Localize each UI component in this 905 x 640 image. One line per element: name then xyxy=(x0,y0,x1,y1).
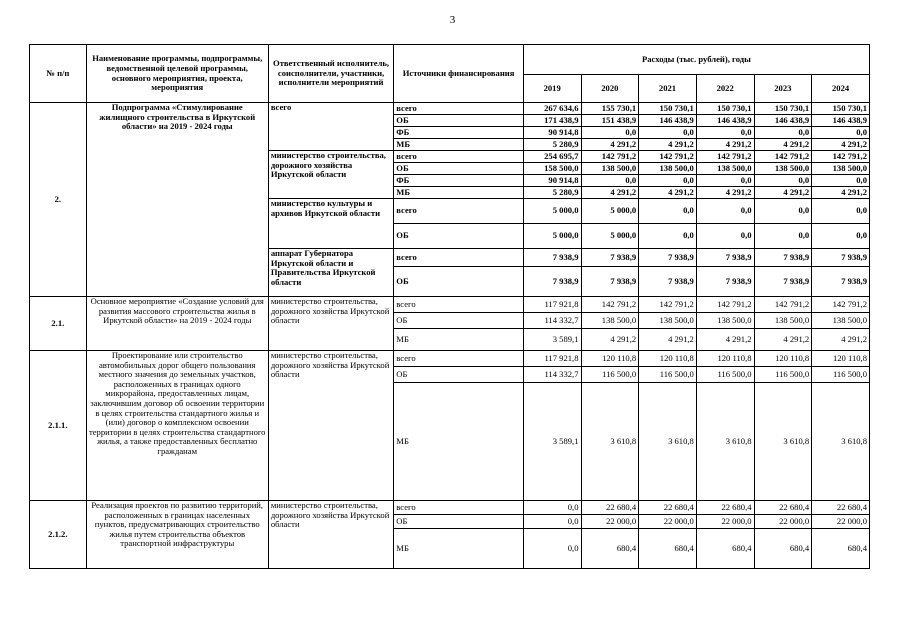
expense-value: 142 791,2 xyxy=(754,297,812,313)
expense-value: 142 791,2 xyxy=(696,297,754,313)
funding-source: всего xyxy=(394,351,524,367)
expense-value: 680,4 xyxy=(581,529,639,569)
expense-value: 4 291,2 xyxy=(581,187,639,199)
expense-value: 116 500,0 xyxy=(754,367,812,383)
expense-value: 0,0 xyxy=(812,199,870,224)
expense-value: 267 634,6 xyxy=(523,103,581,115)
expense-value: 3 610,8 xyxy=(696,383,754,501)
expense-value: 142 791,2 xyxy=(696,151,754,163)
expense-value: 138 500,0 xyxy=(754,313,812,329)
expense-value: 0,0 xyxy=(523,501,581,515)
header-year: 2022 xyxy=(696,75,754,103)
funding-source: ФБ xyxy=(394,127,524,139)
expense-value: 116 500,0 xyxy=(581,367,639,383)
executor-name: министерство строительства, дорожного хозяйства Иркутской области xyxy=(268,297,393,351)
program-name: Реализация проектов по развитию территорий, расположенных в границах населенных пунктов, предусматривающих строительство жилья путем строительства объектов транспортной инфраструктуры xyxy=(86,501,268,569)
header-executor: Ответственный исполнитель, соисполнители, участники, исполнители мероприятий xyxy=(268,45,393,103)
funding-source: всего xyxy=(394,501,524,515)
header-year: 2019 xyxy=(523,75,581,103)
expense-value: 150 730,1 xyxy=(696,103,754,115)
expense-value: 0,0 xyxy=(812,224,870,249)
expense-value: 142 791,2 xyxy=(639,151,697,163)
expense-value: 680,4 xyxy=(696,529,754,569)
funding-source: ОБ xyxy=(394,115,524,127)
expense-value: 0,0 xyxy=(696,224,754,249)
expense-value: 0,0 xyxy=(639,175,697,187)
header-num: № п/п xyxy=(30,45,87,103)
expense-value: 117 921,8 xyxy=(523,351,581,367)
expense-value: 22 000,0 xyxy=(696,515,754,529)
expense-value: 146 438,9 xyxy=(754,115,812,127)
table-row xyxy=(30,501,870,515)
expense-value: 4 291,2 xyxy=(812,329,870,351)
expense-value: 120 110,8 xyxy=(696,351,754,367)
expense-value: 4 291,2 xyxy=(812,139,870,151)
expense-value: 138 500,0 xyxy=(812,163,870,175)
header-year: 2024 xyxy=(812,75,870,103)
funding-source: МБ xyxy=(394,329,524,351)
expense-value: 138 500,0 xyxy=(696,313,754,329)
executor-name: министерство строительства, дорожного хозяйства Иркутской области xyxy=(268,151,393,199)
expense-value: 4 291,2 xyxy=(754,139,812,151)
header-sources: Источники финансирования xyxy=(394,45,524,103)
expense-value: 7 938,9 xyxy=(696,249,754,267)
expense-value: 4 291,2 xyxy=(696,329,754,351)
expense-value: 171 438,9 xyxy=(523,115,581,127)
expense-value: 7 938,9 xyxy=(581,249,639,267)
executor-name: министерство культуры и архивов Иркутской области xyxy=(268,199,393,249)
expense-value: 4 291,2 xyxy=(696,139,754,151)
expense-value: 138 500,0 xyxy=(639,313,697,329)
expense-value: 120 110,8 xyxy=(812,351,870,367)
funding-source: ОБ xyxy=(394,515,524,529)
expense-value: 4 291,2 xyxy=(581,139,639,151)
header-expenses: Расходы (тыс. рублей), годы xyxy=(523,45,869,75)
expense-value: 7 938,9 xyxy=(812,267,870,297)
expense-value: 142 791,2 xyxy=(639,297,697,313)
expense-value: 116 500,0 xyxy=(696,367,754,383)
executor-name: всего xyxy=(268,103,393,151)
funding-source: ОБ xyxy=(394,267,524,297)
executor-name: министерство строительства, дорожного хозяйства Иркутской области xyxy=(268,501,393,569)
expense-value: 155 730,1 xyxy=(581,103,639,115)
expense-value: 0,0 xyxy=(812,127,870,139)
expense-value: 138 500,0 xyxy=(581,313,639,329)
expense-value: 3 610,8 xyxy=(754,383,812,501)
expense-value: 120 110,8 xyxy=(581,351,639,367)
expense-value: 90 914,8 xyxy=(523,175,581,187)
expense-value: 142 791,2 xyxy=(754,151,812,163)
expense-value: 22 680,4 xyxy=(639,501,697,515)
expense-value: 4 291,2 xyxy=(639,329,697,351)
expense-value: 22 680,4 xyxy=(696,501,754,515)
funding-source: всего xyxy=(394,249,524,267)
expense-value: 4 291,2 xyxy=(754,329,812,351)
expense-value: 138 500,0 xyxy=(754,163,812,175)
executor-name: аппарат Губернатора Иркутской области и Правительства Иркутской области xyxy=(268,249,393,297)
row-number: 2.1. xyxy=(30,297,87,351)
program-name: Проектирование или строительство автомобильных дорог общего пользования местного значения до земельных участков, расположенных в границах одного микрорайона, предоставленных лицам, заключившим договор об освоении территории в целях строительства стандартного жилья и (или) договор о комплексном освоении территории в целях строительства стандартного жилья, а также предоставленных бесплатно гражданам xyxy=(86,351,268,501)
expense-value: 142 791,2 xyxy=(581,297,639,313)
expense-value: 150 730,1 xyxy=(754,103,812,115)
expense-value: 116 500,0 xyxy=(812,367,870,383)
expense-value: 138 500,0 xyxy=(812,313,870,329)
funding-source: МБ xyxy=(394,529,524,569)
expenses-table xyxy=(29,44,870,569)
funding-source: МБ xyxy=(394,187,524,199)
expense-value: 4 291,2 xyxy=(639,187,697,199)
expense-value: 146 438,9 xyxy=(696,115,754,127)
expense-value: 22 680,4 xyxy=(812,501,870,515)
program-name: Подпрограмма «Стимулирование жилищного строительства в Иркутской области» на 2019 - 2024 годы xyxy=(86,103,268,297)
expense-value: 4 291,2 xyxy=(812,187,870,199)
expense-value: 114 332,7 xyxy=(523,367,581,383)
expense-value: 22 680,4 xyxy=(581,501,639,515)
funding-source: всего xyxy=(394,199,524,224)
expense-value: 680,4 xyxy=(754,529,812,569)
funding-source: ФБ xyxy=(394,175,524,187)
header-year: 2023 xyxy=(754,75,812,103)
funding-source: ОБ xyxy=(394,313,524,329)
expense-value: 7 938,9 xyxy=(639,267,697,297)
expense-value: 22 000,0 xyxy=(639,515,697,529)
table-row xyxy=(30,103,870,115)
expense-value: 7 938,9 xyxy=(581,267,639,297)
expense-value: 116 500,0 xyxy=(639,367,697,383)
expense-value: 117 921,8 xyxy=(523,297,581,313)
expense-value: 158 500,0 xyxy=(523,163,581,175)
expense-value: 7 938,9 xyxy=(696,267,754,297)
executor-name: министерство строительства, дорожного хозяйства Иркутской области xyxy=(268,351,393,501)
program-name: Основное мероприятие «Создание условий для развития массового строительства жилья в Иркутской области» на 2019 - 2024 годы xyxy=(86,297,268,351)
funding-source: ОБ xyxy=(394,163,524,175)
expense-value: 680,4 xyxy=(639,529,697,569)
expense-value: 7 938,9 xyxy=(523,249,581,267)
expense-value: 146 438,9 xyxy=(812,115,870,127)
expense-value: 3 610,8 xyxy=(812,383,870,501)
expense-value: 0,0 xyxy=(639,224,697,249)
expense-value: 4 291,2 xyxy=(696,187,754,199)
expense-value: 7 938,9 xyxy=(523,267,581,297)
expense-value: 7 938,9 xyxy=(812,249,870,267)
expense-value: 4 291,2 xyxy=(639,139,697,151)
expense-value: 142 791,2 xyxy=(812,297,870,313)
funding-source: всего xyxy=(394,151,524,163)
expense-value: 120 110,8 xyxy=(639,351,697,367)
page-number: 3 xyxy=(449,14,456,26)
expense-value: 0,0 xyxy=(696,175,754,187)
expense-value: 0,0 xyxy=(581,127,639,139)
table-row xyxy=(30,297,870,313)
expense-value: 3 589,1 xyxy=(523,329,581,351)
header-year: 2021 xyxy=(639,75,697,103)
expense-value: 0,0 xyxy=(754,224,812,249)
expense-value: 5 000,0 xyxy=(581,199,639,224)
expense-value: 22 000,0 xyxy=(812,515,870,529)
expense-value: 150 730,1 xyxy=(639,103,697,115)
expense-value: 0,0 xyxy=(581,175,639,187)
expense-value: 138 500,0 xyxy=(639,163,697,175)
expense-value: 4 291,2 xyxy=(581,329,639,351)
expense-value: 142 791,2 xyxy=(812,151,870,163)
expense-value: 3 610,8 xyxy=(639,383,697,501)
funding-source: ОБ xyxy=(394,367,524,383)
expense-value: 0,0 xyxy=(523,529,581,569)
funding-source: МБ xyxy=(394,383,524,501)
expense-value: 22 680,4 xyxy=(754,501,812,515)
expense-value: 7 938,9 xyxy=(754,249,812,267)
expense-value: 90 914,8 xyxy=(523,127,581,139)
expense-value: 0,0 xyxy=(754,199,812,224)
expense-value: 142 791,2 xyxy=(581,151,639,163)
expense-value: 146 438,9 xyxy=(639,115,697,127)
expense-value: 7 938,9 xyxy=(754,267,812,297)
expense-value: 138 500,0 xyxy=(581,163,639,175)
expense-value: 151 438,9 xyxy=(581,115,639,127)
table-row xyxy=(30,351,870,367)
expense-value: 22 000,0 xyxy=(581,515,639,529)
expense-value: 5 280,9 xyxy=(523,187,581,199)
expense-value: 5 000,0 xyxy=(523,224,581,249)
expense-value: 254 695,7 xyxy=(523,151,581,163)
expense-value: 150 730,1 xyxy=(812,103,870,115)
expense-value: 0,0 xyxy=(812,175,870,187)
expense-value: 0,0 xyxy=(639,127,697,139)
expense-value: 0,0 xyxy=(754,127,812,139)
expense-value: 3 610,8 xyxy=(581,383,639,501)
header-year: 2020 xyxy=(581,75,639,103)
header-name: Наименование программы, подпрограммы, ведомственной целевой программы, основного мероприятия, проекта, мероприятия xyxy=(86,45,268,103)
expense-value: 680,4 xyxy=(812,529,870,569)
expense-value: 0,0 xyxy=(754,175,812,187)
expense-value: 138 500,0 xyxy=(696,163,754,175)
expense-value: 0,0 xyxy=(523,515,581,529)
row-number: 2.1.2. xyxy=(30,501,87,569)
row-number: 2. xyxy=(30,103,87,297)
funding-source: всего xyxy=(394,103,524,115)
funding-source: всего xyxy=(394,297,524,313)
expense-value: 120 110,8 xyxy=(754,351,812,367)
expense-value: 4 291,2 xyxy=(754,187,812,199)
expense-value: 3 589,1 xyxy=(523,383,581,501)
expense-value: 0,0 xyxy=(639,199,697,224)
expense-value: 114 332,7 xyxy=(523,313,581,329)
expense-value: 22 000,0 xyxy=(754,515,812,529)
expense-value: 5 000,0 xyxy=(523,199,581,224)
expense-value: 5 000,0 xyxy=(581,224,639,249)
row-number: 2.1.1. xyxy=(30,351,87,501)
expense-value: 0,0 xyxy=(696,199,754,224)
funding-source: МБ xyxy=(394,139,524,151)
expense-value: 5 280,9 xyxy=(523,139,581,151)
expense-value: 0,0 xyxy=(696,127,754,139)
expense-value: 7 938,9 xyxy=(639,249,697,267)
funding-source: ОБ xyxy=(394,224,524,249)
